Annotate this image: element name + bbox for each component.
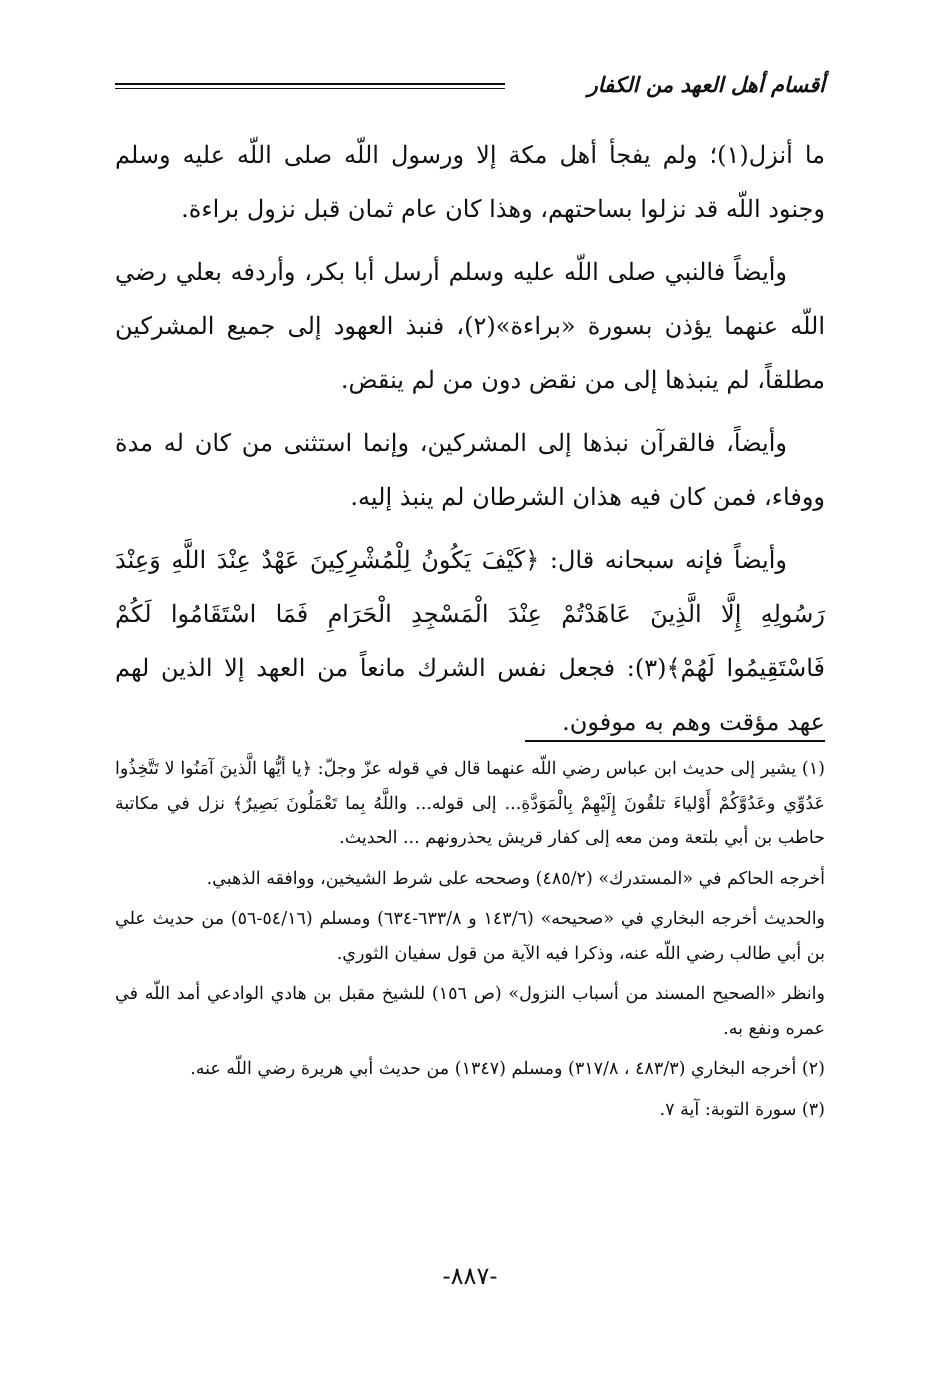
paragraph-2: وأيضاً فالنبي صلى اللّه عليه وسلم أرسل أبا بكر، وأردفه بعلي رضي اللّه عنهما يؤذن بسورة «براءة»(٢)، فنبذ العهود إلى جميع المشركين مطلقاً، لم ينبذها إلى من نقض دون من لم ينقض. [115, 258, 826, 394]
paragraph-4-rest: (٣): فجعل نفس الشرك مانعاً من العهد إلا الذين لهم عهد مؤقت وهم به موفون. [115, 654, 825, 736]
running-header [115, 72, 825, 102]
header-rule-thin [115, 88, 505, 89]
page-number: -٨٨٧- [442, 1262, 498, 1290]
paragraph-1: ما أنزل(١)؛ ولم يفجأ أهل مكة إلا ورسول اللّه صلى اللّه عليه وسلم وجنود اللّه قد نزلوا بساحتهم، وهذا كان عام ثمان قبل نزول براءة. [115, 141, 825, 223]
main-text [115, 128, 825, 758]
footnote-1-source-bukhari: والحديث أخرجه البخاري في «صحيحه» (١٤٣/٦ و ٦٣٣/٨-٦٣٤) ومسلم (٥٤/١٦-٥٦) من حديث علي بن أبي طالب رضي اللّه عنه، وذكرا فيه الآية من قول سفيان الثوري. [115, 909, 826, 964]
footnote-1: (١) يشير إلى حديث ابن عباس رضي اللّه عنهما قال في قوله عزّ وجلّ: ﴿يا أيُّها الَّذينَ آمَنُوا لا تَتَّخِذُوا عَدُوِّي وعَدُوَّكُمْ أَوْلياءَ تلقُونَ إِلَيْهِمْ بِالْمَوَدَّةِ... إلى قوله... واللَّهُ بِما تَعْمَلُونَ بَصِيرٌ﴾ نزل في مكاتبة حاطب بن أبي بلتعة ومن معه إلى كفار قريش يحذرونهم ... الحديث. [115, 759, 825, 848]
quran-verse: ﴿كَيْفَ يَكُونُ لِلْمُشْرِكِينَ عَهْدٌ عِنْدَ اللَّهِ وَعِنْدَ رَسُولِهِ إِلَّا الَّذِينَ عَاهَدْتُمْ عِنْدَ الْمَسْجِدِ الْحَرَامِ فَمَا اسْتَقَامُوا لَكُمْ فَاسْتَقِيمُوا لَهُمْ﴾ [115, 546, 825, 682]
paragraph-4 [115, 533, 825, 749]
header-title: أقسام أهل العهد من الكفار [587, 72, 825, 97]
footnote-1-source-hakim: أخرجه الحاكم في «المستدرك» (٤٨٥/٢) وصححه على شرط الشيخين، ووافقه الذهبي. [206, 868, 825, 889]
paragraph-3: وأيضاً، فالقرآن نبذها إلى المشركين، وإنما استثنى من كان له مدة ووفاء، فمن كان فيه هذان الشرطان لم ينبذ إليه. [115, 429, 825, 511]
paragraph-4-intro: وأيضاً فإنه سبحانه قال: [539, 546, 787, 574]
footnote-1-see-also: وانظر «الصحيح المسند من أسباب النزول» (ص ١٥٦) للشيخ مقبل بن هادي الوادعي أمد اللّه في عمره ونفع به. [115, 984, 825, 1039]
footnote-2: (٢) أخرجه البخاري (٤٨٣/٣ ، ٣١٧/٨) ومسلم (١٣٤٧) من حديث أبي هريرة رضي اللّه عنه. [190, 1059, 825, 1079]
header-rule [115, 83, 505, 85]
footnote-3: (٣) سورة التوبة: آية ٧. [659, 1099, 825, 1120]
footnotes [115, 752, 825, 1133]
footnote-separator [525, 740, 825, 742]
